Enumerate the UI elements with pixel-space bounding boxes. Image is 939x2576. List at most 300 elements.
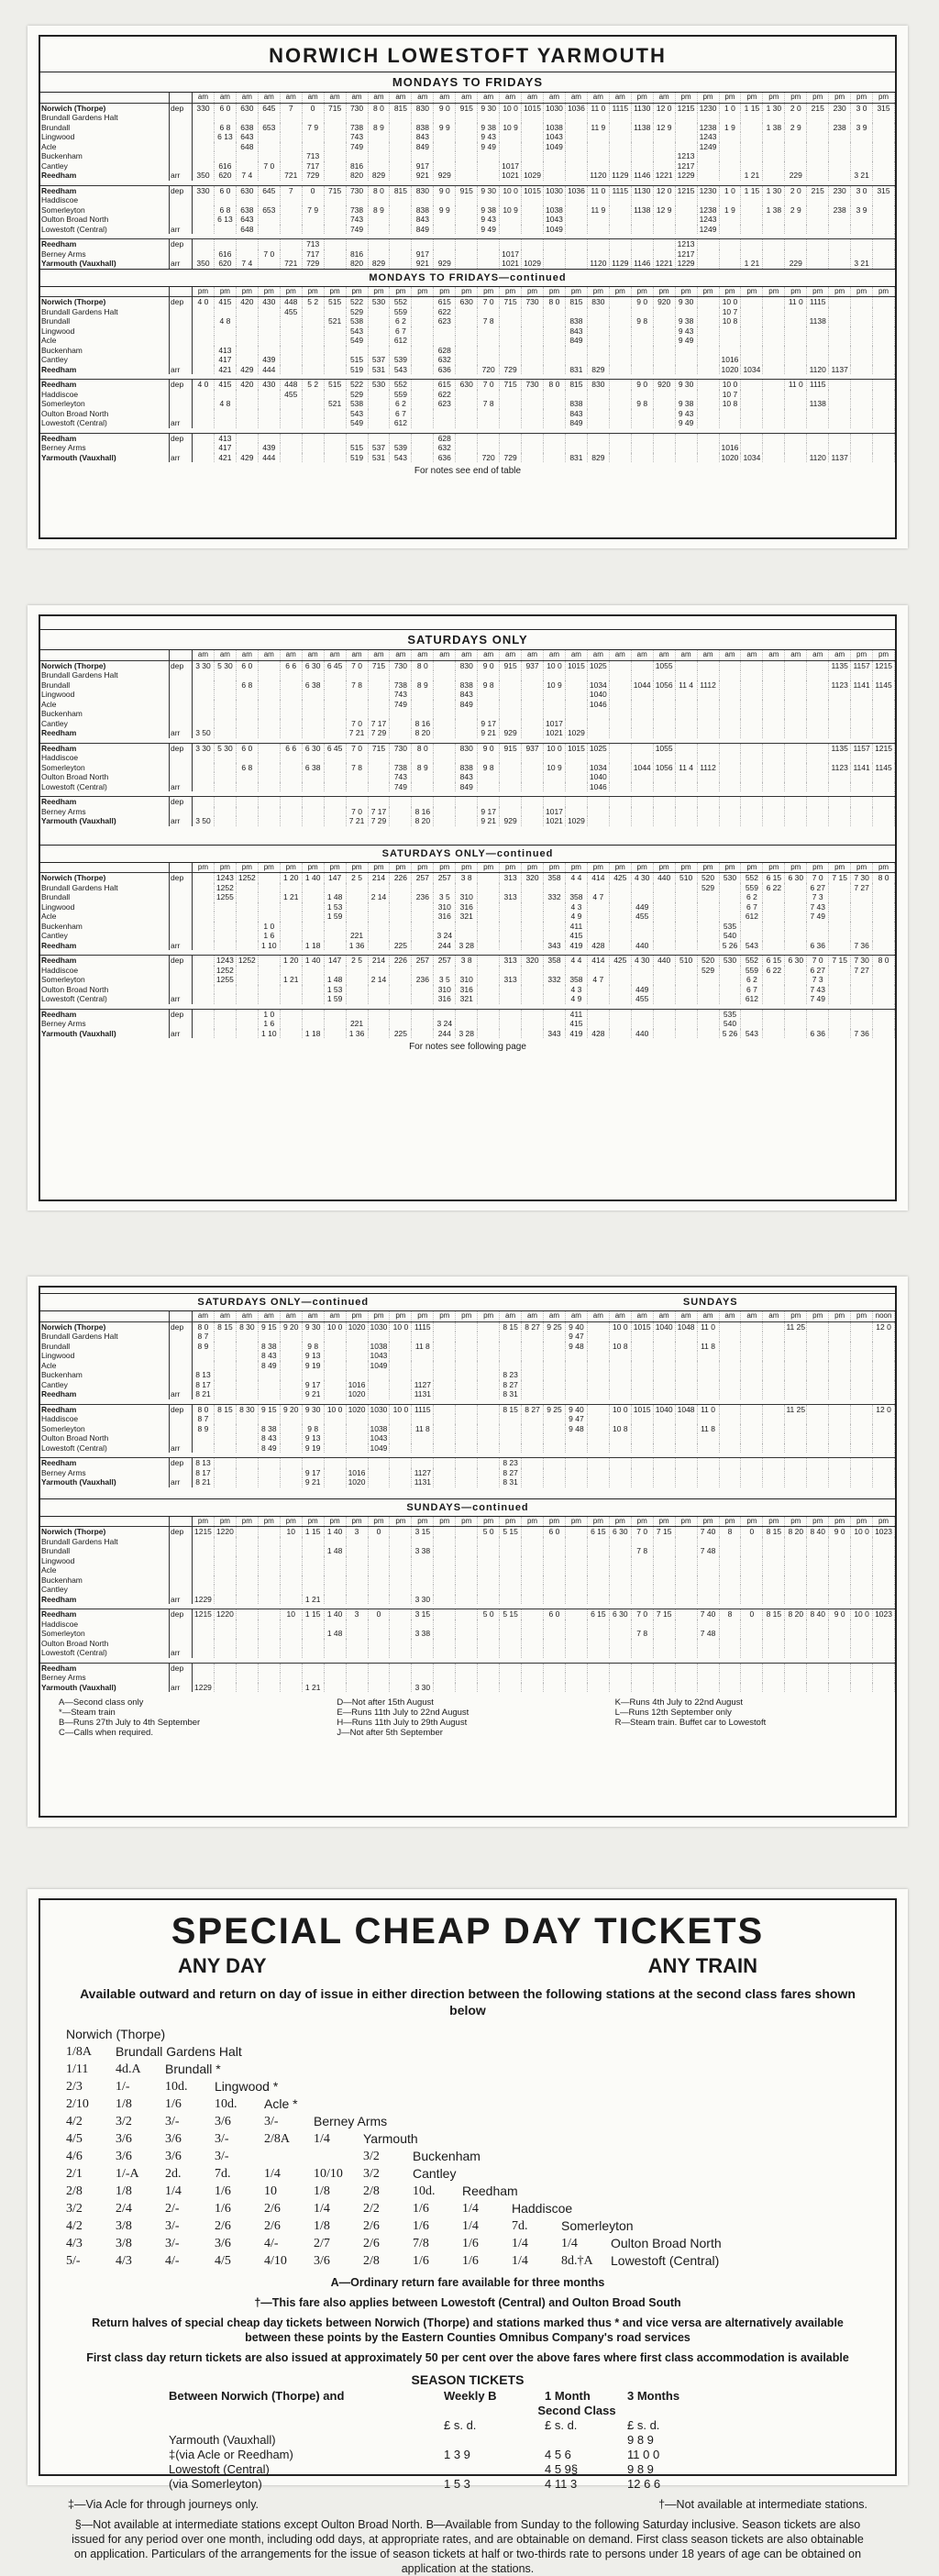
time-cell	[214, 700, 236, 710]
header-cell: pm	[236, 863, 258, 873]
time-cell	[785, 902, 807, 912]
table-row	[40, 709, 895, 719]
time-cell: 10 0	[324, 1404, 346, 1414]
time-cell	[697, 892, 719, 902]
note-item: J—Not after 5th September	[337, 1728, 443, 1738]
time-cell: 1 59	[324, 912, 346, 922]
time-cell	[763, 326, 785, 337]
time-cell: 2 0	[785, 185, 807, 195]
time-cell: 7 36	[851, 1029, 873, 1039]
time-cell: 226	[390, 956, 412, 966]
header-cell: pm	[324, 863, 346, 873]
time-cell: 715	[368, 660, 390, 670]
time-cell	[478, 690, 500, 700]
timetable-page-1	[28, 26, 908, 548]
timetable-grid	[40, 1311, 895, 1487]
time-cell	[653, 355, 675, 365]
season-units	[169, 2418, 444, 2433]
time-cell	[807, 1389, 829, 1399]
time-cell: 1021	[500, 171, 522, 181]
time-cell	[280, 215, 302, 225]
time-cell	[829, 912, 851, 922]
time-cell: 543	[741, 1029, 763, 1039]
time-cell	[697, 355, 719, 365]
time-cell	[565, 195, 587, 205]
time-cell	[434, 249, 456, 260]
time-cell	[522, 1546, 544, 1556]
arr-dep	[170, 346, 193, 356]
time-cell	[697, 249, 719, 260]
time-cell: 3	[346, 1527, 368, 1537]
time-cell	[390, 1458, 412, 1468]
time-cell	[390, 205, 412, 216]
time-cell: 414	[587, 873, 609, 883]
time-cell	[236, 902, 258, 912]
time-cell: 520	[697, 873, 719, 883]
time-cell	[763, 816, 785, 826]
time-cell: 10 0	[500, 103, 522, 113]
time-cell	[609, 931, 631, 941]
fare-value: 2/8A	[264, 2132, 290, 2146]
time-cell	[522, 1424, 544, 1434]
station-name: Lingwood	[40, 902, 170, 912]
time-cell	[412, 709, 434, 719]
time-cell	[390, 123, 412, 133]
time-cell	[544, 161, 566, 171]
time-cell	[368, 690, 390, 700]
time-cell	[697, 1565, 719, 1575]
time-cell: 10 0	[719, 380, 741, 390]
time-cell	[236, 1370, 258, 1380]
time-cell	[193, 1546, 215, 1556]
time-cell	[324, 1620, 346, 1630]
time-cell	[587, 1648, 609, 1658]
time-cell	[280, 902, 302, 912]
time-cell	[390, 1556, 412, 1566]
time-cell	[719, 418, 741, 428]
table-row	[40, 103, 895, 113]
time-cell: 6 38	[302, 680, 324, 691]
time-cell: 421	[214, 365, 236, 375]
time-cell: 11 0	[587, 185, 609, 195]
time-cell: 4 7	[587, 975, 609, 985]
table-row	[40, 922, 895, 932]
time-cell	[675, 1433, 697, 1443]
time-cell	[631, 807, 653, 817]
time-cell	[478, 1639, 500, 1649]
time-cell	[785, 1332, 807, 1342]
time-cell	[258, 1663, 280, 1673]
time-cell	[653, 225, 675, 235]
time-cell	[500, 1556, 522, 1566]
fare-value: 4/2	[66, 2219, 83, 2233]
time-cell: 229	[785, 171, 807, 181]
time-cell	[280, 966, 302, 976]
arr-dep	[170, 399, 193, 409]
time-cell	[324, 1029, 346, 1039]
header-cell: pm	[434, 1311, 456, 1321]
time-cell	[565, 670, 587, 680]
time-cell	[631, 782, 653, 792]
time-cell	[434, 1585, 456, 1595]
station-name: Lingwood	[40, 690, 170, 700]
season-fare: 1 3 9	[444, 2448, 470, 2461]
time-cell: 1040	[587, 772, 609, 782]
time-cell	[478, 1361, 500, 1371]
time-cell: 12 9	[653, 205, 675, 216]
season-header: Weekly B	[444, 2389, 497, 2403]
time-cell	[675, 994, 697, 1004]
time-cell: 11 9	[587, 123, 609, 133]
time-cell: 729	[500, 365, 522, 375]
station-name: Yarmouth (Vauxhall)	[40, 453, 170, 463]
time-cell	[763, 365, 785, 375]
time-cell	[456, 883, 478, 893]
time-cell	[565, 205, 587, 216]
time-cell: 8 15	[500, 1321, 522, 1332]
time-cell	[412, 1639, 434, 1649]
header-cell: pm	[851, 93, 873, 103]
time-cell	[500, 985, 522, 995]
header-cell: am	[587, 1311, 609, 1321]
time-cell	[346, 1332, 368, 1342]
time-cell	[280, 1648, 302, 1658]
time-cell	[258, 892, 280, 902]
time-cell: 6 30	[302, 743, 324, 753]
time-cell	[390, 807, 412, 817]
header-cell: pm	[675, 287, 697, 297]
time-cell: 9 43	[675, 409, 697, 419]
time-cell: 7 3	[807, 975, 829, 985]
time-cell	[873, 453, 895, 463]
header-cell: pm	[851, 1517, 873, 1527]
table-row	[40, 966, 895, 976]
time-cell: 9 8	[631, 316, 653, 326]
time-cell	[390, 1620, 412, 1630]
time-cell: 1115	[609, 185, 631, 195]
header-cell: pm	[829, 1311, 851, 1321]
time-cell	[500, 1424, 522, 1434]
time-cell	[544, 902, 566, 912]
time-cell	[851, 249, 873, 260]
time-cell: 8 0	[544, 380, 566, 390]
time-cell: 5 15	[500, 1527, 522, 1537]
time-cell: 9 8	[478, 680, 500, 691]
time-cell	[214, 690, 236, 700]
time-cell: 7 0	[258, 249, 280, 260]
time-cell	[236, 1556, 258, 1566]
time-cell	[829, 816, 851, 826]
time-cell	[719, 1537, 741, 1547]
time-cell	[763, 399, 785, 409]
time-cell	[851, 225, 873, 235]
time-cell: 8 23	[500, 1458, 522, 1468]
time-cell: 147	[324, 873, 346, 883]
time-cell	[434, 1648, 456, 1658]
time-cell	[302, 922, 324, 932]
time-cell	[280, 1361, 302, 1371]
header-cell	[40, 1517, 170, 1527]
time-cell: 630	[236, 103, 258, 113]
time-cell: 7 49	[807, 912, 829, 922]
time-cell	[258, 239, 280, 249]
time-cell	[873, 1458, 895, 1468]
header-cell	[170, 650, 193, 660]
time-cell	[258, 433, 280, 443]
time-cell	[280, 1639, 302, 1649]
time-cell	[390, 902, 412, 912]
time-cell: 8 9	[412, 680, 434, 691]
time-cell: 8 15	[500, 1404, 522, 1414]
time-cell	[609, 975, 631, 985]
time-cell	[434, 763, 456, 773]
time-cell: 1135	[829, 743, 851, 753]
time-cell: 3 9	[851, 205, 873, 216]
time-cell	[697, 195, 719, 205]
fare-row	[66, 2200, 895, 2217]
time-cell: 632	[434, 355, 456, 365]
time-cell: 4 3	[565, 902, 587, 912]
station-name: Norwich (Thorpe)	[40, 103, 170, 113]
time-cell	[675, 365, 697, 375]
time-cell	[697, 902, 719, 912]
time-cell: 1 30	[763, 103, 785, 113]
time-cell	[456, 418, 478, 428]
time-cell	[500, 1673, 522, 1683]
time-cell: 9 38	[675, 399, 697, 409]
time-cell	[609, 1595, 631, 1605]
time-cell	[522, 1389, 544, 1399]
time-cell	[478, 1683, 500, 1693]
time-cell	[214, 142, 236, 152]
time-cell	[807, 1380, 829, 1390]
time-cell	[807, 1458, 829, 1468]
time-cell: 1030	[544, 103, 566, 113]
time-cell	[302, 1575, 324, 1586]
time-cell: 1 18	[302, 1029, 324, 1039]
time-cell: 6 0	[236, 660, 258, 670]
time-cell	[807, 142, 829, 152]
time-cell	[719, 326, 741, 337]
time-cell	[214, 1361, 236, 1371]
time-cell	[193, 161, 215, 171]
fare-row	[66, 2026, 895, 2043]
fare-value: 2/8	[66, 2184, 83, 2198]
time-cell	[214, 409, 236, 419]
time-cell	[390, 239, 412, 249]
header-cell: am	[785, 650, 807, 660]
header-cell: pm	[390, 863, 412, 873]
time-cell	[873, 1537, 895, 1547]
station-name: Oulton Broad North	[40, 772, 170, 782]
time-cell	[478, 259, 500, 269]
header-cell: pm	[522, 287, 544, 297]
header-cell: am	[193, 650, 215, 660]
fare-footnote: Return halves of special cheap day tickets between Norwich (Thorpe) and stations marked thus * and vice versa are alternatively available between these points by the Eastern Counties Omnibus Company's road services	[92, 2316, 844, 2344]
time-cell	[565, 1609, 587, 1620]
time-cell	[193, 941, 215, 951]
time-cell	[280, 728, 302, 738]
time-cell: 320	[522, 873, 544, 883]
time-cell: 1 15	[302, 1609, 324, 1620]
time-cell	[763, 1433, 785, 1443]
time-cell	[522, 316, 544, 326]
time-cell	[258, 326, 280, 337]
arr-dep	[170, 700, 193, 710]
time-cell	[675, 123, 697, 133]
season-fare	[444, 2462, 545, 2477]
time-cell	[653, 1351, 675, 1361]
time-cell: 1034	[741, 365, 763, 375]
time-cell	[522, 1663, 544, 1673]
time-cell	[500, 142, 522, 152]
timetable-grid	[40, 650, 895, 826]
time-cell	[302, 883, 324, 893]
time-cell: 9 43	[478, 132, 500, 142]
time-cell	[478, 1458, 500, 1468]
time-cell: 4 7	[587, 892, 609, 902]
time-cell	[236, 1424, 258, 1434]
arr-dep: dep	[170, 1663, 193, 1673]
time-cell: 11 25	[786, 1321, 806, 1332]
time-cell	[587, 1009, 609, 1019]
time-cell: 645	[258, 185, 280, 195]
table-row	[40, 816, 895, 826]
time-cell	[719, 1556, 741, 1566]
time-cell	[609, 205, 631, 216]
time-cell	[829, 931, 851, 941]
time-cell	[324, 966, 346, 976]
time-cell	[280, 807, 302, 817]
time-cell	[236, 195, 258, 205]
time-cell	[829, 1332, 851, 1342]
time-cell: 1030	[368, 1321, 390, 1332]
time-cell	[236, 728, 258, 738]
time-cell	[412, 418, 434, 428]
time-cell: 7 0	[807, 873, 829, 883]
time-cell	[258, 113, 280, 123]
time-cell	[741, 161, 763, 171]
time-cell	[807, 1683, 829, 1693]
time-cell: 849	[565, 418, 587, 428]
time-cell	[851, 316, 873, 326]
time-cell: 343	[544, 941, 566, 951]
time-cell: 1015	[631, 1404, 653, 1414]
time-cell	[324, 249, 346, 260]
time-cell	[434, 660, 456, 670]
season-route: Lowestoft (Central)	[169, 2462, 270, 2476]
time-cell: 1215	[675, 185, 697, 195]
time-cell	[851, 390, 873, 400]
station-name: Brundall	[40, 892, 170, 902]
time-cell	[565, 797, 587, 807]
time-cell: 1021	[544, 816, 566, 826]
time-cell: 612	[390, 418, 412, 428]
time-cell: 831	[565, 365, 587, 375]
time-cell	[236, 892, 258, 902]
arr-dep	[170, 443, 193, 453]
time-cell	[456, 797, 478, 807]
season-route: ‡(via Acle or Reedham)	[169, 2448, 293, 2461]
time-cell	[280, 1575, 302, 1586]
time-cell	[741, 797, 763, 807]
time-cell: 6 27	[807, 966, 829, 976]
time-cell	[346, 1009, 368, 1019]
time-cell	[324, 161, 346, 171]
time-cell: 1238	[697, 205, 719, 216]
time-cell: 6 45	[324, 743, 346, 753]
arr-dep: arr	[170, 941, 193, 951]
time-cell	[763, 113, 785, 123]
station-label: Lingwood *	[215, 2079, 279, 2094]
time-cell	[412, 700, 434, 710]
header-cell: pm	[412, 1311, 434, 1321]
time-cell	[653, 1648, 675, 1658]
time-cell	[456, 161, 478, 171]
time-cell	[500, 1433, 522, 1443]
fare-row	[66, 2217, 895, 2235]
time-cell: 5 0	[478, 1527, 500, 1537]
arr-dep: arr	[170, 225, 193, 235]
time-cell: 917	[412, 249, 434, 260]
table-row	[40, 249, 895, 260]
time-cell: 9 17	[302, 1468, 324, 1478]
station-name: Haddiscoe	[40, 966, 170, 976]
time-cell: 620	[214, 171, 236, 181]
time-cell	[851, 1683, 873, 1693]
time-cell	[873, 443, 895, 453]
time-cell	[807, 1620, 829, 1630]
time-cell: 920	[653, 297, 675, 307]
time-cell	[565, 719, 587, 729]
time-cell	[412, 443, 434, 453]
time-cell	[697, 409, 719, 419]
time-cell	[785, 709, 807, 719]
time-cell	[500, 239, 522, 249]
time-cell	[763, 249, 785, 260]
time-cell	[236, 1443, 258, 1454]
time-cell	[193, 1361, 215, 1371]
table-row	[40, 912, 895, 922]
time-cell	[785, 249, 807, 260]
time-cell	[522, 346, 544, 356]
header-cell: am	[302, 1311, 324, 1321]
time-cell	[851, 355, 873, 365]
time-cell	[697, 433, 719, 443]
fare-table	[66, 2026, 895, 2270]
time-cell: 743	[346, 132, 368, 142]
time-cell	[807, 1351, 829, 1361]
time-cell	[785, 1351, 807, 1361]
time-cell	[434, 753, 456, 763]
time-cell	[565, 807, 587, 817]
time-cell	[719, 151, 741, 161]
header-cell: am	[522, 93, 544, 103]
header-cell: pm	[719, 1517, 741, 1527]
time-cell	[609, 161, 631, 171]
time-cell	[478, 1575, 500, 1586]
fare-value: 1/8	[314, 2219, 330, 2233]
time-cell	[609, 1458, 631, 1468]
time-cell	[587, 1663, 609, 1673]
time-cell	[873, 1361, 895, 1371]
time-cell: 717	[302, 249, 324, 260]
header-cell	[170, 1311, 193, 1321]
time-cell	[390, 966, 412, 976]
time-cell	[873, 205, 895, 216]
time-cell: 7 8	[346, 763, 368, 773]
season-header: Between Norwich (Thorpe) and	[169, 2389, 345, 2403]
